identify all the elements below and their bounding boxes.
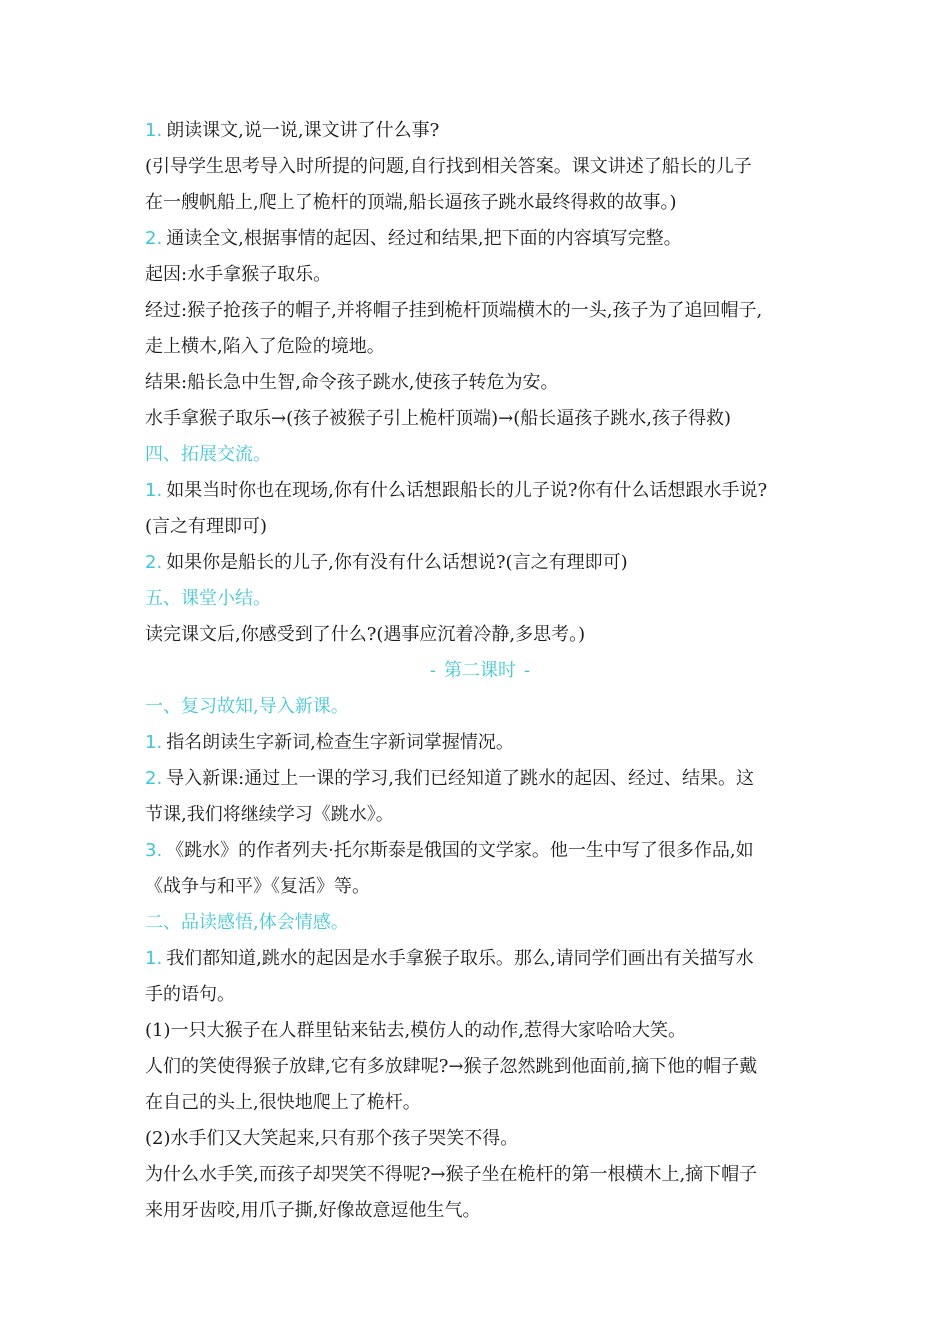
paragraph-line: 《战争与和平》《复活》等。	[145, 876, 370, 897]
section-heading: 五、课堂小结。	[145, 588, 271, 609]
line-text: 如果当时你也在现场,你有什么话想跟船长的儿子说?你有什么话想跟水手说?	[166, 480, 768, 501]
paragraph-line: 水手拿猴子取乐→(孩子被猴子引上桅杆顶端)→(船长逼孩子跳水,孩子得救)	[145, 408, 731, 429]
paragraph-line: 在自己的头上,很快地爬上了桅杆。	[145, 1092, 421, 1113]
line-text: 如果你是船长的儿子,你有没有什么话想说?(言之有理即可)	[166, 552, 628, 573]
item-number: 3.	[145, 840, 163, 861]
section-heading: 四、拓展交流。	[145, 444, 271, 465]
item-number: 1.	[145, 120, 163, 141]
section-heading: 一、复习故知,导入新课。	[145, 696, 349, 717]
item-number: 1.	[145, 480, 163, 501]
paragraph-line	[145, 833, 815, 869]
paragraph-line: (1)一只大猴子在人群里钻来钻去,模仿人的动作,惹得大家哈哈大笑。	[145, 1020, 686, 1041]
paragraph-line: 节课,我们将继续学习《跳水》。	[145, 804, 394, 825]
paragraph-line	[145, 941, 815, 977]
lesson-title: 第二课时	[444, 660, 516, 681]
paragraph-line: 在一艘帆船上,爬上了桅杆的顶端,船长逼孩子跳水最终得救的故事。)	[145, 192, 677, 213]
paragraph-line: 经过:猴子抢孩子的帽子,并将帽子挂到桅杆顶端横木的一头,孩子为了追回帽子,	[145, 300, 763, 321]
paragraph-line	[145, 113, 815, 149]
item-number: 1.	[145, 732, 163, 753]
item-number: 2.	[145, 768, 163, 789]
paragraph-line	[145, 221, 815, 257]
document-page	[145, 113, 815, 1229]
section-heading: 二、品读感悟,体会情感。	[145, 912, 349, 933]
paragraph-line: 读完课文后,你感受到了什么?(遇事应沉着冷静,多思考。)	[145, 624, 586, 645]
item-number: 1.	[145, 948, 163, 969]
paragraph-line: 来用牙齿咬,用爪子撕,好像故意逗他生气。	[145, 1200, 481, 1221]
paragraph-line	[145, 473, 815, 509]
paragraph-line: (引导学生思考导入时所提的问题,自行找到相关答案。课文讲述了船长的儿子	[145, 156, 752, 177]
line-text: 我们都知道,跳水的起因是水手拿猴子取乐。那么,请同学们画出有关描写水	[166, 948, 754, 969]
dash-right: -	[524, 660, 531, 681]
line-text: 导入新课:通过上一课的学习,我们已经知道了跳水的起因、经过、结果。这	[166, 768, 754, 789]
paragraph-line: 结果:船长急中生智,命令孩子跳水,使孩子转危为安。	[145, 372, 559, 393]
paragraph-line: 起因:水手拿猴子取乐。	[145, 264, 332, 285]
paragraph-line: (2)水手们又大笑起来,只有那个孩子哭笑不得。	[145, 1128, 519, 1149]
lesson-divider	[145, 653, 815, 689]
line-text: 通读全文,根据事情的起因、经过和结果,把下面的内容填写完整。	[166, 228, 682, 249]
line-text: 朗读课文,说一说,课文讲了什么事?	[166, 120, 440, 141]
paragraph-line	[145, 545, 815, 581]
paragraph-line: (言之有理即可)	[145, 516, 268, 537]
paragraph-line: 手的语句。	[145, 984, 235, 1005]
line-text: 《跳水》的作者列夫·托尔斯泰是俄国的文学家。他一生中写了很多作品,如	[166, 840, 754, 861]
dash-left: -	[429, 660, 436, 681]
paragraph-line: 走上横木,陷入了危险的境地。	[145, 336, 385, 357]
paragraph-line	[145, 761, 815, 797]
line-text: 指名朗读生字新词,检查生字新词掌握情况。	[166, 732, 514, 753]
paragraph-line: 人们的笑使得猴子放肆,它有多放肆呢?→猴子忽然跳到他面前,摘下他的帽子戴	[145, 1056, 758, 1077]
paragraph-line: 为什么水手笑,而孩子却哭笑不得呢?→猴子坐在桅杆的第一根横木上,摘下帽子	[145, 1164, 758, 1185]
item-number: 2.	[145, 552, 163, 573]
item-number: 2.	[145, 228, 163, 249]
paragraph-line	[145, 725, 815, 761]
